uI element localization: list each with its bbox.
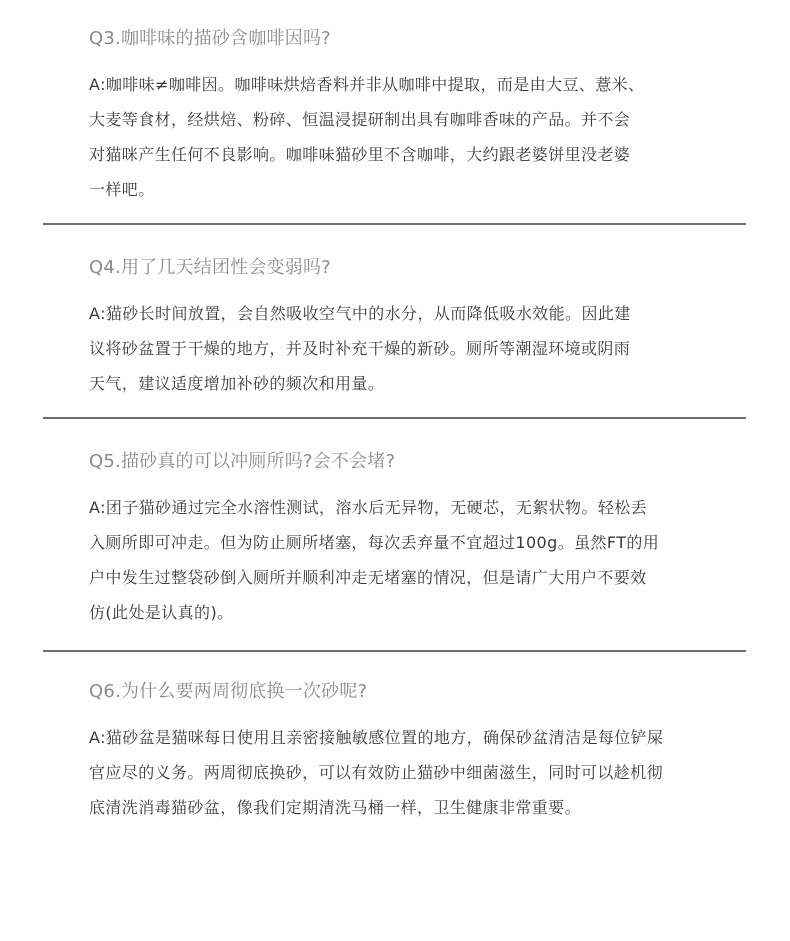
answer-line: 底清洗消毒猫砂盆，像我们定期清洗马桶一样，卫生健康非常重要。	[89, 798, 582, 817]
answer-line: 对猫咪产生任何不良影响。咖啡味猫砂里不含咖啡，大约跟老婆饼里没老婆	[89, 145, 631, 164]
faq-item-q5	[89, 450, 729, 630]
section-divider	[43, 223, 746, 225]
answer-line: A:猫砂盆是猫咪每日使用且亲密接触敏感位置的地方，确保砂盆清洁是每位铲屎	[89, 728, 664, 747]
faq-item-q6	[89, 680, 729, 825]
answer-line: 仿(此处是认真的)。	[89, 603, 234, 622]
answer-line: 大麦等食材，经烘焙、粉碎、恒温浸提研制出具有咖啡香味的产品。并不会	[89, 110, 631, 129]
faq-item-q3	[89, 27, 729, 207]
answer-line: 一样吧。	[89, 180, 155, 199]
answer-text	[89, 490, 729, 630]
question-heading: Q3.咖啡味的描砂含咖啡因吗?	[89, 28, 331, 49]
question-heading: Q5.描砂真的可以冲厕所吗?会不会堵?	[89, 451, 396, 472]
answer-text	[89, 720, 729, 825]
answer-line: 议将砂盆置于干燥的地方，并及时补充干燥的新砂。厕所等潮湿环境或阴雨	[89, 339, 631, 358]
question-heading: Q4.用了几天结团性会变弱吗?	[89, 257, 331, 278]
answer-line: 户中发生过整袋砂倒入厕所并顺利冲走无堵塞的情况，但是请广大用户不要效	[89, 568, 647, 587]
answer-text	[89, 67, 729, 207]
answer-line: A:咖啡味≠咖啡因。咖啡味烘焙香料并非从咖啡中提取，而是由大豆、薏米、	[89, 75, 645, 94]
answer-text	[89, 296, 729, 401]
answer-line: 入厕所即可冲走。但为防止厕所堵塞，每次丢弃量不宜超过100g。虽然FT的用	[89, 533, 660, 552]
faq-item-q4	[89, 256, 729, 401]
answer-line: A:团子猫砂通过完全水溶性测试，溶水后无异物，无硬芯，无絮状物。轻松丢	[89, 498, 648, 517]
answer-line: 天气，建议适度增加补砂的频次和用量。	[89, 374, 385, 393]
section-divider	[43, 650, 746, 652]
answer-line: 官应尽的义务。两周彻底换砂，可以有效防止猫砂中细菌滋生，同时可以趁机彻	[89, 763, 664, 782]
section-divider	[43, 417, 746, 419]
answer-line: A:猫砂长时间放置，会自然吸收空气中的水分，从而降低吸水效能。因此建	[89, 304, 631, 323]
question-heading: Q6.为什么要两周彻底换一次砂呢?	[89, 681, 368, 702]
